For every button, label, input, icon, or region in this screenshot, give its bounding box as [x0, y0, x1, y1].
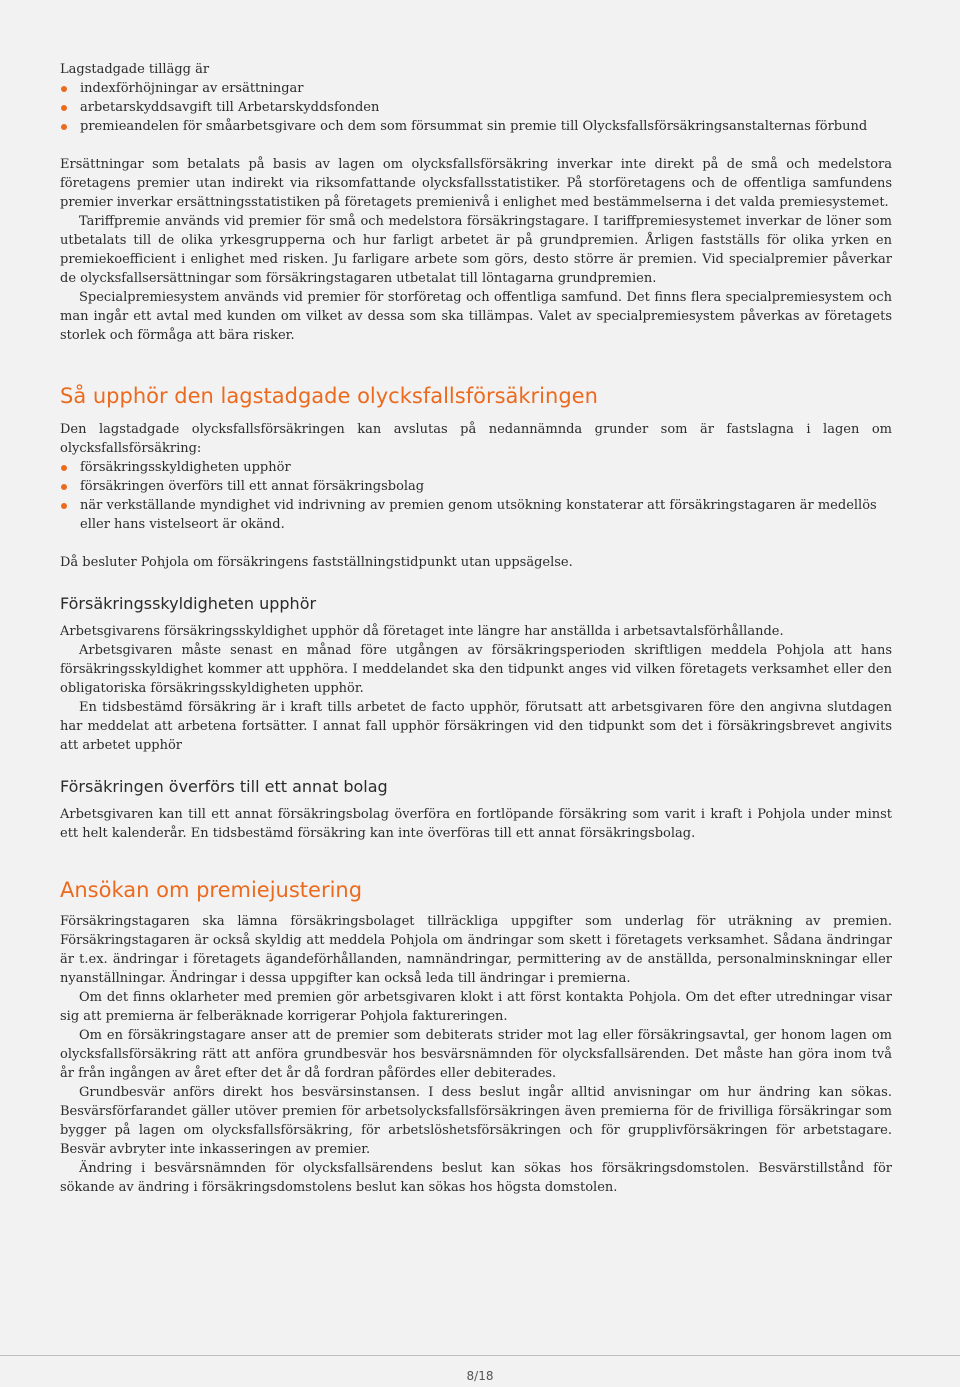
section-heading: Så upphör den lagstadgade olycksfallsförsäkringen [60, 384, 598, 408]
subsection-heading: Försäkringsskyldigheten upphör [60, 594, 317, 613]
intro-lead: Lagstadgade tillägg är [60, 62, 210, 77]
paragraph: Om en försäkringstagare anser att de premier som debiterats strider mot lag eller försäkringsavtal, ger honom lagen om olycksfallsförsäkring rätt att anföra grundbesvär hos besvärsnämnden för olycksfallsärenden. Det måste han göra inom två år från ingången av året efter det år då fordran påfördes eller debiterades. [60, 1028, 892, 1081]
page-number: 8/18 [466, 1369, 494, 1383]
bullet-icon [61, 105, 67, 111]
paragraph: Grundbesvär anförs direkt hos besvärsinstansen. I dess beslut ingår alltid anvisningar om hur ändring kan sökas. Besvärsförfarandet gäller utöver premien för arbetsolycksfallsförsäkringen även premierna för de frivilliga försäkringar som bygger på lagen om olycksfallsförsäkring, för arbetslöshetsförsäkringen och för grupplivförsäkringen för arbetstagare. Besvär avbryter inte inkasseringen av premier. [60, 1085, 892, 1157]
list-item: försäkringsskyldigheten upphör [60, 458, 892, 477]
paragraph: Då besluter Pohjola om försäkringens fastställningstidpunkt utan uppsägelse. [60, 555, 573, 570]
paragraph: Arbetsgivarens försäkringsskyldighet upphör då företaget inte längre har anställda i arbetsavtalsförhållande. [60, 624, 784, 639]
bullet-icon [61, 86, 67, 92]
bullet-icon [61, 484, 67, 490]
intro-list [60, 79, 892, 136]
list-item: premieandelen för småarbetsgivare och dem som försummat sin premie till Olycksfallsförsäkringsanstalternas förbund [60, 117, 892, 136]
paragraph: Arbetsgivaren kan till ett annat försäkringsbolag överföra en fortlöpande försäkring som varit i kraft i Pohjola under minst ett helt kalenderår. En tidsbestämd försäkring kan inte överföras till ett annat försäkringsbolag. [60, 807, 892, 841]
list-item: arbetarskyddsavgift till Arbetarskyddsfonden [60, 98, 892, 117]
paragraph: Försäkringstagaren ska lämna försäkringsbolaget tillräckliga uppgifter som underlag för uträkning av premien. Försäkringstagaren är också skyldig att meddela Pohjola om ändringar som skett i företagets verksamhet. Sådana ändringar är t.ex. ändringar i företagets ägandeförhållanden, namnändringar, permittering av de anställda, personalminskningar eller nyanställningar. Ändringar i dessa uppgifter kan också leda till ändringar i premierna. [60, 914, 892, 986]
paragraph: Om det finns oklarheter med premien gör arbetsgivaren klokt i att först kontakta Pohjola. Om det efter utredningar visar sig att premierna är felberäknade korrigerar Pohjola faktureringen. [60, 990, 892, 1024]
bullet-icon [61, 465, 67, 471]
footer-divider [0, 1355, 960, 1356]
bullet-icon [61, 124, 67, 130]
list-item: när verkställande myndighet vid indrivning av premien genom utsökning konstaterar att försäkringstagaren är medellös eller hans vistelseort är okänd. [60, 496, 892, 534]
paragraph: Tariffpremie används vid premier för små och medelstora försäkringstagare. I tariffpremiesystemet inverkar de löner som utbetalats till de olika yrkesgrupperna och hur farligt arbetet är på grundpremien. Årligen fastställs för olika yrken en premiekoefficient i enlighet med risken. Ju farligare arbete som görs, desto större är premien. Vid specialpremier påverkar de olycksfallsersättningar som försäkringstagaren utbetalat till löntagarna grundpremien. [60, 214, 892, 286]
list-item: försäkringen överförs till ett annat försäkringsbolag [60, 477, 892, 496]
subsection-heading: Försäkringen överförs till ett annat bolag [60, 777, 388, 796]
paragraph: Arbetsgivaren måste senast en månad före utgången av försäkringsperioden skriftligen meddela Pohjola att hans försäkringsskyldighet kommer att upphöra. I meddelandet ska den tidpunkt anges vid vilken företagets verksamhet eller den obligatoriska försäkringsskyldigheten upphör. [60, 643, 892, 696]
paragraph: Ändring i besvärsnämnden för olycksfallsärendens beslut kan sökas hos försäkringsdomstolen. Besvärstillstånd för sökande av ändring i försäkringsdomstolens beslut kan sökas hos högsta domstolen. [60, 1161, 892, 1195]
paragraph: Ersättningar som betalats på basis av lagen om olycksfallsförsäkring inverkar inte direkt på de små och medelstora företagens premier utan indirekt via riksomfattande olycksfallsstatistiker. På storföretagens och de offentliga samfundens premier inverkar ersättningsstatistiken på företagets premienivå i enlighet med bestämmelserna i det valda premiesystemet. [60, 157, 892, 210]
paragraph: Den lagstadgade olycksfallsförsäkringen kan avslutas på nedannämnda grunder som är fastslagna i lagen om olycksfallsförsäkring: [60, 422, 892, 456]
termination-list [60, 458, 892, 534]
paragraph: Specialpremiesystem används vid premier för storföretag och offentliga samfund. Det finns flera specialpremiesystem och man ingår ett avtal med kunden om vilket av dessa som ska tillämpas. Valet av specialpremiesystem påverkas av företagets storlek och förmåga att bära risker. [60, 290, 892, 343]
section-heading: Ansökan om premiejustering [60, 878, 363, 902]
document-body [60, 60, 892, 1197]
list-item: indexförhöjningar av ersättningar [60, 79, 892, 98]
paragraph: En tidsbestämd försäkring är i kraft tills arbetet de facto upphör, förutsatt att arbetsgivaren före den angivna slutdagen har meddelat att arbetena fortsätter. I annat fall upphör försäkringen vid den tidpunkt som det i försäkringsbrevet angivits att arbetet upphör [60, 700, 892, 753]
bullet-icon [61, 503, 67, 509]
